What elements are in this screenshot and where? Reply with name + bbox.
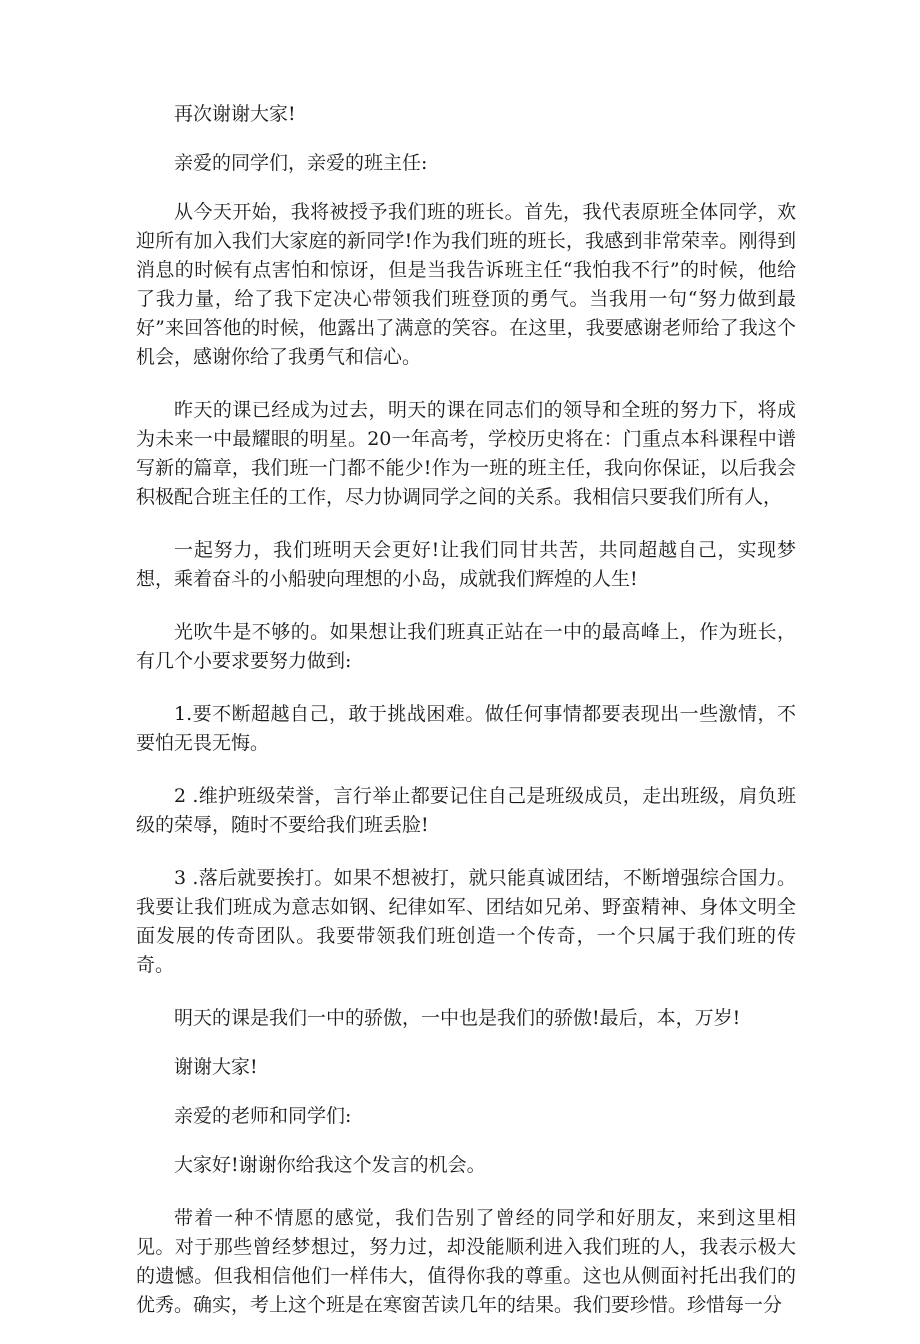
document-body bbox=[136, 100, 796, 1344]
paragraph-greeting-classmates: 亲爱的同学们，亲爱的班主任: bbox=[174, 152, 428, 174]
paragraph-requirement-1: 1.要不断超越自己，敢于挑战困难。做任何事情都要表现出一些激情，不要怕无畏无悔。 bbox=[136, 703, 796, 754]
paragraph-hello-everyone: 大家好!谢谢你给我这个发言的机会。 bbox=[174, 1154, 486, 1176]
paragraph-requirement-2: 2 .维护班级荣誉，言行举止都要记住自己是班级成员，走出班级，肩负班级的荣辱，随时不要给我们班丢脸! bbox=[136, 785, 796, 836]
paragraph-pride: 明天的课是我们一中的骄傲，一中也是我们的骄傲!最后，本，万岁! bbox=[174, 1007, 741, 1029]
paragraph-farewell: 带着一种不情愿的感觉，我们告别了曾经的同学和好朋友，来到这里相见。对于那些曾经梦想过，努力过，却没能顺利进入我们班的人，我表示极大的遗憾。但我相信他们一样伟大，值得你我的尊重。这也从侧面衬托出我们的优秀。确实，考上这个班是在寒窗苦读几年的结果。我们要珍惜。珍惜每一分 bbox=[136, 1207, 796, 1316]
paragraph-work-together: 一起努力，我们班明天会更好!让我们同甘共苦，共同超越自己，实现梦想，乘着奋斗的小船驶向理想的小岛，成就我们辉煌的人生! bbox=[136, 539, 796, 590]
paragraph-greeting-teachers: 亲爱的老师和同学们: bbox=[174, 1105, 352, 1127]
paragraph-appointment: 从今天开始，我将被授予我们班的班长。首先，我代表原班全体同学，欢迎所有加入我们大家庭的新同学!作为我们班的班长，我感到非常荣幸。刚得到消息的时候有点害怕和惊讶，但是当我告诉班主任“我怕我不行”的时候，他给了我力量，给了我下定决心带领我们班登顶的勇气。当我用一句“努力做到最好”来回答他的时候，他露出了满意的笑容。在这里，我要感谢老师给了我这个机会，感谢你给了我勇气和信心。 bbox=[136, 201, 796, 368]
paragraph-yesterday-class: 昨天的课已经成为过去，明天的课在同志们的领导和全班的努力下，将成为未来一中最耀眼的明星。20一年高考，学校历史将在：门重点本科课程中谱写新的篇章，我们班一门都不能少!作为一班的班主任，我向你保证，以后我会积极配合班主任的工作，尽力协调同学之间的关系。我相信只要我们所有人， bbox=[136, 399, 796, 508]
paragraph-requirements-intro: 光吹牛是不够的。如果想让我们班真正站在一中的最高峰上，作为班长，有几个小要求要努力做到: bbox=[136, 621, 796, 672]
paragraph-requirement-3: 3 .落后就要挨打。如果不想被打，就只能真诚团结，不断增强综合国力。我要让我们班成为意志如钢、纪律如军、团结如兄弟、野蛮精神、身体文明全面发展的传奇团队。我要带领我们班创造一个传奇，一个只属于我们班的传奇。 bbox=[136, 867, 796, 976]
paragraph-thanks-everyone: 谢谢大家! bbox=[174, 1056, 258, 1078]
paragraph-thanks-again: 再次谢谢大家! bbox=[174, 103, 296, 125]
